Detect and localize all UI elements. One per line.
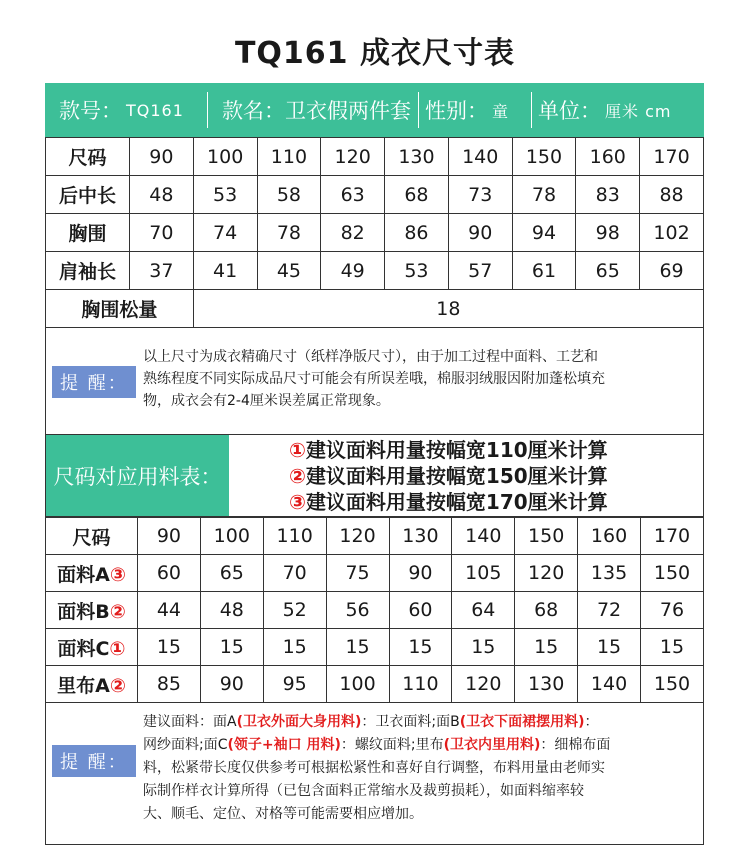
table-cell: 68: [515, 592, 578, 629]
table-cell: 94: [512, 214, 576, 252]
table-cell: 110: [389, 666, 452, 703]
table-cell: 15: [641, 629, 704, 666]
table-cell: 88: [640, 176, 704, 214]
table-cell: 90: [389, 555, 452, 592]
table-cell: 15: [452, 629, 515, 666]
table-cell: 83: [576, 176, 640, 214]
table-cell: 150: [515, 518, 578, 555]
fabric-row: [46, 629, 704, 666]
tip-box-2: [45, 699, 704, 845]
style-no-cell: [45, 83, 207, 137]
tip-line: 网纱面料;面C(领子+袖口 用料)：螺纹面料;里布(卫衣内里用料)：细棉布面: [143, 737, 611, 753]
ease-row: [46, 290, 704, 328]
name-cell: [208, 83, 418, 137]
table-cell: 140: [578, 666, 641, 703]
table-cell: 82: [321, 214, 385, 252]
table-cell: 130: [385, 138, 449, 176]
ease-label: 胸围松量: [46, 290, 194, 328]
table-cell: 73: [448, 176, 512, 214]
table-cell: 15: [389, 629, 452, 666]
table-cell: 150: [641, 666, 704, 703]
size-row: [46, 252, 704, 290]
table-cell: 150: [641, 555, 704, 592]
table-cell: 60: [138, 555, 201, 592]
tip-tag: 提 醒：: [52, 366, 136, 398]
row-label: 面料A: [57, 563, 110, 586]
table-cell: 57: [448, 252, 512, 290]
table-cell: 130: [389, 518, 452, 555]
table-cell: 120: [326, 518, 389, 555]
tip-text: [143, 711, 610, 826]
table-cell: 48: [130, 176, 194, 214]
tip-line: 大、顺毛、定位、对格等可能需要相应增加。: [143, 806, 423, 822]
row-label: 里布A: [57, 674, 110, 697]
name-label: 款名：: [222, 99, 285, 123]
page-title: TQ161 成衣尺寸表: [234, 36, 516, 71]
table-cell: 15: [515, 629, 578, 666]
table-cell: 98: [576, 214, 640, 252]
table-cell: 15: [138, 629, 201, 666]
width-note: ②建议面料用量按幅宽150厘米计算: [289, 463, 608, 488]
name-value: 卫衣假两件套: [285, 99, 411, 123]
table-cell: 110: [263, 518, 326, 555]
table-cell: 90: [200, 666, 263, 703]
table-cell: 37: [130, 252, 194, 290]
tip-box-1: [45, 327, 704, 435]
width-mark: ①: [109, 637, 126, 660]
header-strip: [45, 83, 704, 137]
table-cell: 120: [515, 555, 578, 592]
tip-tag: 提 醒：: [52, 745, 136, 777]
table-cell: 56: [326, 592, 389, 629]
unit-value: 厘米 cm: [605, 101, 672, 121]
ease-value: 18: [193, 290, 703, 328]
table-cell: 44: [138, 592, 201, 629]
table-cell: 160: [576, 138, 640, 176]
table-cell: 75: [326, 555, 389, 592]
table-cell: 90: [448, 214, 512, 252]
row-header: [46, 629, 138, 666]
width-note: ①建议面料用量按幅宽110厘米计算: [289, 437, 608, 462]
unit-label: 单位：: [538, 99, 601, 123]
table-cell: 105: [452, 555, 515, 592]
tip-line: 建议面料：面A(卫衣外面大身用料)：卫衣面料;面B(卫衣下面裙摆用料)：: [143, 714, 599, 730]
table-cell: 170: [640, 138, 704, 176]
tip-line: 料，松紧带长度仅供参考可根据松紧性和喜好自行调整，布料用量由老师实: [143, 760, 605, 776]
table-cell: 45: [257, 252, 321, 290]
fabric-section-label: 尺码对应用料表：: [46, 435, 229, 516]
unit-cell: [532, 83, 704, 137]
table-cell: 78: [512, 176, 576, 214]
width-note: ③建议面料用量按幅宽170厘米计算: [289, 489, 608, 514]
size-table: [45, 137, 704, 328]
table-cell: 130: [515, 666, 578, 703]
table-cell: 100: [200, 518, 263, 555]
gender-cell: [419, 83, 531, 137]
table-cell: 120: [452, 666, 515, 703]
table-cell: 70: [130, 214, 194, 252]
size-row: [46, 214, 704, 252]
table-cell: 41: [193, 252, 257, 290]
row-header: 尺码: [46, 138, 130, 176]
tip-text: [143, 346, 605, 412]
table-cell: 61: [512, 252, 576, 290]
width-mark: ②: [109, 674, 126, 697]
style-no-value: TQ161: [126, 100, 184, 120]
table-cell: 160: [578, 518, 641, 555]
row-header: [46, 555, 138, 592]
row-header: [46, 666, 138, 703]
tip-line: 熟练程度不同实际成品尺寸可能会有所误差哦，棉服羽绒服因附加蓬松填充: [143, 371, 605, 387]
table-cell: 76: [641, 592, 704, 629]
table-cell: 95: [263, 666, 326, 703]
table-cell: 135: [578, 555, 641, 592]
table-cell: 65: [576, 252, 640, 290]
row-label: 面料B: [57, 600, 110, 623]
fabric-section: [45, 435, 704, 517]
size-row: [46, 138, 704, 176]
table-cell: 69: [640, 252, 704, 290]
row-header: [46, 592, 138, 629]
fabric-row: [46, 666, 704, 703]
table-cell: 48: [200, 592, 263, 629]
table-cell: 110: [257, 138, 321, 176]
table-cell: 49: [321, 252, 385, 290]
gender-value: 童: [492, 101, 510, 121]
fabric-width-notes: [229, 435, 703, 516]
table-cell: 100: [326, 666, 389, 703]
table-cell: 68: [385, 176, 449, 214]
table-cell: 74: [193, 214, 257, 252]
table-cell: 52: [263, 592, 326, 629]
table-cell: 53: [193, 176, 257, 214]
gender-label: 性别：: [425, 99, 488, 123]
table-cell: 64: [452, 592, 515, 629]
fabric-row: [46, 592, 704, 629]
table-cell: 140: [452, 518, 515, 555]
table-cell: 15: [326, 629, 389, 666]
table-cell: 53: [385, 252, 449, 290]
table-cell: 85: [138, 666, 201, 703]
row-label: 尺码: [72, 526, 111, 549]
table-cell: 140: [448, 138, 512, 176]
table-cell: 15: [578, 629, 641, 666]
row-header: [46, 518, 138, 555]
table-cell: 100: [193, 138, 257, 176]
row-header: 后中长: [46, 176, 130, 214]
table-cell: 15: [200, 629, 263, 666]
table-cell: 102: [640, 214, 704, 252]
table-cell: 72: [578, 592, 641, 629]
table-cell: 120: [321, 138, 385, 176]
fabric-row: [46, 555, 704, 592]
fabric-table: [45, 517, 704, 703]
table-cell: 65: [200, 555, 263, 592]
size-row: [46, 176, 704, 214]
table-cell: 15: [263, 629, 326, 666]
table-cell: 70: [263, 555, 326, 592]
table-cell: 86: [385, 214, 449, 252]
width-mark: ②: [109, 600, 126, 623]
row-label: 面料C: [57, 637, 110, 660]
table-cell: 63: [321, 176, 385, 214]
tip-line: 物，成衣会有2-4厘米误差属正常现象。: [143, 393, 390, 409]
tip-line: 以上尺寸为成衣精确尺寸（纸样净版尺寸），由于加工过程中面料、工艺和: [143, 349, 598, 365]
table-cell: 58: [257, 176, 321, 214]
row-header: 胸围: [46, 214, 130, 252]
table-cell: 170: [641, 518, 704, 555]
style-no-label: 款号：: [59, 99, 122, 123]
table-cell: 60: [389, 592, 452, 629]
tip-line: 际制作样衣计算所得（已包含面料正常缩水及裁剪损耗），如面料缩率较: [143, 783, 584, 799]
table-cell: 90: [130, 138, 194, 176]
table-cell: 150: [512, 138, 576, 176]
row-header: 肩袖长: [46, 252, 130, 290]
table-cell: 78: [257, 214, 321, 252]
fabric-row: [46, 518, 704, 555]
table-cell: 90: [138, 518, 201, 555]
width-mark: ③: [109, 563, 126, 586]
